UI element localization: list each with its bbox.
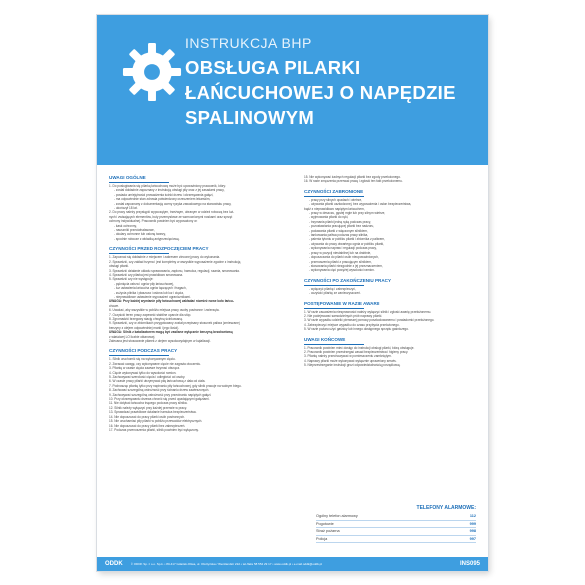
instruction-line: 1. Silnik uruchomić się na wykonywanym cięciu. xyxy=(109,357,176,362)
instruction-line: - palenia tytoniu w pobliżu pilarki i zbiornika z paliwem, xyxy=(309,237,385,242)
instruction-line: 17. Podczas przenoszenia pilarki, silnik powinien być wyłączony. xyxy=(109,427,199,432)
instruction-line: 4. Naprawy pilarki może wykonywać wyłącznie uprawniony serwis. xyxy=(304,358,397,363)
right-column xyxy=(304,175,476,368)
instruction-line: 6. W czasie pracy pilarki utrzymywać piłę łańcuchową z dala od ciała. xyxy=(109,379,206,384)
instruction-line: 3. W razie wypadku udzielić pierwszej pomocy poszkodowanemu i powiadomić przełożonego. xyxy=(304,318,435,323)
instruction-line: 16. Nie dopuszczać do pracy pilarki bez zabezpieczeń. xyxy=(109,423,186,428)
instruction-line: - wykonywania cięć powyżej wysokości ramion. xyxy=(309,268,375,273)
instruction-line: nych i zwisających elementów, buty przemysłowe ze wzmocnionymi noskami oraz sprzęt xyxy=(109,214,233,219)
section-title: UWAGI OGÓLNE xyxy=(109,175,146,180)
phone-label: Ogólny telefon alarmowy xyxy=(316,514,358,519)
instruction-line: chowe. xyxy=(109,303,119,308)
instruction-line: z właściwej LO liczbie oktanowej. xyxy=(109,334,156,339)
instruction-line: - stosowania pilarki niezgodnie z jej przeznaczeniem, xyxy=(309,263,383,268)
phone-number: 112 xyxy=(469,514,476,519)
emergency-phones xyxy=(316,505,476,543)
instruction-line: 15. Nie wykonywać żadnych regulacji piłarki bez zgody przełożonego. xyxy=(304,175,401,179)
section-rule xyxy=(304,308,364,309)
instruction-line: - ukończył 18 lat. xyxy=(114,206,138,211)
instruction-line: - wykonywania napraw i regulacji podczas pracy, xyxy=(309,246,377,251)
phone-number: 998 xyxy=(469,529,476,534)
instruction-line: UWAGA: Przy każdej wymianie piły łańcuchowej zakładać również nowe koło łańcu- xyxy=(109,299,234,304)
instruction-line: 3. Pilarkę w czasie cięcia zawsze trzymać oburącz. xyxy=(109,366,181,371)
instruction-line: benzyny z olejem odpowiedniej marki i jego ilości). xyxy=(109,325,180,330)
title-line: OBSŁUGA PILARKI xyxy=(185,57,361,78)
instruction-sheet xyxy=(97,15,488,571)
section-title: CZYNNOŚCI PODCZAS PRACY xyxy=(109,348,178,354)
instruction-line: - został dokładnie zapoznany z instrukcją obsługi piły oraz z jej zasadami pracy, xyxy=(114,188,225,193)
section-title: UWAGI KOŃCOWE xyxy=(304,336,346,342)
instruction-line: 2. Pracownik powinien przestrzegać zasad bezpieczeństwa i higieny pracy. xyxy=(304,349,409,354)
section-rule xyxy=(109,355,169,356)
header-subtitle: INSTRUKCJA BHP xyxy=(185,35,312,51)
instruction-line: - nauszniki przeciwhałasowe, xyxy=(114,228,155,233)
header-banner xyxy=(97,15,488,165)
instruction-line: - nieprawidłowe ustawienie wyposażeń ogranicznikami. xyxy=(114,294,191,299)
instruction-line: - spodnie robocze z wkładką antyprzecięciową. xyxy=(114,236,180,241)
footer-bar xyxy=(97,557,488,571)
section-title: CZYNNOŚCI PO ZAKOŃCZENIU PRACY xyxy=(304,277,392,283)
instruction-line: - używania do pracy otwartego ognia w pobliżu pilarki, xyxy=(309,241,385,246)
instruction-line: 4. Cięcie wykonywać tylko do wysokości ramion. xyxy=(109,370,177,375)
instruction-line: - został zapoznany z dokumentacją oceny ryzyka zawodowego na stanowisku pracy, xyxy=(114,201,232,206)
instruction-line: 15. Nie uruchamiać piły pilarki w pobliżu przewodów elektrycznych. xyxy=(109,419,203,424)
instruction-line: 9. Zachowywać szczególną ostrożność przy przecinaniu napiętych gałęzi. xyxy=(109,392,212,397)
instruction-line: UWAGA: Silnik z katalizatorem mogą być zasilane wyłącznie benzyną bezołowiową xyxy=(109,330,233,335)
instruction-line: 1. Zapoznać się dokładnie z miejscem i zakresem zleconej pracy do wykonania. xyxy=(109,255,221,260)
instruction-line: - posiada umiejętności prowadzenia ścinki drzew i okrzesywania gałęzi, xyxy=(114,192,214,197)
instruction-line: - trzymania pilarki jedną ręką podczas pracy, xyxy=(309,219,371,224)
instruction-line: - dopuszczania do pilarki osób nieupoważnionych, xyxy=(309,255,379,260)
gear-icon xyxy=(119,39,185,105)
instruction-line: 6. Uważać, aby wszystkie w pobliżu miejsca pracy osoby postronne i zwierzęta. xyxy=(109,308,220,313)
instruction-line: bądź z nieprawidłowo napiętym łańcuchem, xyxy=(304,206,365,211)
instruction-line: 4. Sprawdzić czy piłarka jest prawidłowo smarowana. xyxy=(109,272,184,277)
instruction-line: - używania pilarki uszkodzonej, bez wyposażenia i osłon bezpieczeństwa, xyxy=(309,202,412,207)
header-title xyxy=(185,55,465,130)
section-rule xyxy=(304,344,364,345)
instruction-line: 1. Pracownik powinien mieć dostęp do instrukcji obsługi pilarki, którą obsługuje. xyxy=(304,345,415,350)
instruction-line: 1. Do posługiwania się pilarką łańcuchową może być upoważniony pracownik, który: xyxy=(109,184,226,188)
instruction-line: - wyjmowania pilarki do ręki, xyxy=(309,215,349,220)
instruction-line: 8. Zgromadzić brzegowy stację chwytną ścinkowaną. xyxy=(109,316,183,321)
instruction-line: 9. Sprawdzić, czy w zbiornikach przygotowany został przepisany stosunek paliwa (zmieszanej xyxy=(109,321,240,326)
phone-label: Pogotowie xyxy=(316,521,334,526)
instruction-line: 2. Zwracać uwagę, czy wykonywane cięcie nie zagraża otoczeniu. xyxy=(109,361,201,366)
instruction-line: 13. Sprawdzać prawidłowe działanie hamulca bezpieczeństwa. xyxy=(109,410,197,415)
instruction-line: 10. Przy okrzesywaniu drzewa chronić się przed upadającymi gałęziami. xyxy=(109,397,210,402)
document-code: INS095 xyxy=(459,561,480,567)
section-title: CZYNNOŚCI PRZED ROZPOCZĘCIEM PRACY xyxy=(109,246,209,252)
instruction-line: Zalecana jest stosowanie piłarek z olejem wysokowydajnym w kątalizacji. xyxy=(109,339,211,343)
title-line: SPALINOWYM xyxy=(185,107,315,128)
instruction-line: - zużycia pilnika i płaszcza i osłona lub luz i cięcia, xyxy=(114,290,184,295)
phone-row xyxy=(316,536,476,544)
instruction-line: - przenoszenia pilarki z pracującym silnikiem, xyxy=(309,259,372,264)
instruction-line: 16. W razie zmęczenia przerwać pracę i zgłosić ten fakt przełożonemu. xyxy=(304,179,403,184)
footer-address: © ODDK Sp. z o.o. Sp.k. • 80-417 Gdańsk-Oliwa, ul. Olsztyńska / Wentlandstr 22A • tel./faks 58 554 29 17 • www.oddk.pl • e-mail oddk@oddk.pl xyxy=(130,562,322,566)
phone-label: Straż pożarna xyxy=(316,529,340,534)
instruction-line: 7. Podnosząc pilarkę tylko przy napinaniu piły łańcuchowej, gdy silnik pracuje na wolnym biegu. xyxy=(109,383,242,388)
instruction-line: 11. Nie dotykać łańcucha tnącego podczas pracy silnika. xyxy=(109,401,188,406)
phone-number: 999 xyxy=(469,521,476,526)
instruction-line: ochrony indywidualnej. Pracownik powinien być wyposażony w: xyxy=(109,219,198,224)
left-column xyxy=(109,175,281,432)
instruction-line: - ma odpowiednie stan zdrowia potwierdzony orzeczeniem lekarskim, xyxy=(114,197,211,202)
phone-label: Policja xyxy=(316,537,328,542)
instruction-line: obsługi piłarki. xyxy=(109,264,129,269)
instruction-line: - podawania pilarki z włączonym silnikiem, xyxy=(309,228,368,233)
instruction-line: 7. Oczyścić teren pracy zapewnić stabilne oparcie dla stóp. xyxy=(109,312,192,317)
instruction-line: 2. Nie podejmować samodzielnych prób naprawy pilarki. xyxy=(304,313,383,318)
instruction-line: - tankowania paliwa podczas pracy silnika, xyxy=(309,233,369,238)
instruction-line: 5. Sprawdzić czy nie występuje: xyxy=(109,277,154,282)
instruction-line: 4. Zabezpieczyć miejsce wypadku do czasu przybycia przełożonego. xyxy=(304,322,400,327)
instruction-line: - okulary ochronne lub osłonę twarzy, xyxy=(114,232,166,237)
title-line: ŁAŃCUCHOWEJ O NAPĘDZIE xyxy=(185,82,456,103)
section-title: POSTĘPOWANIE W RAZIE AWARII xyxy=(304,300,380,306)
instruction-line: - pracy przy silnych opadach i wietrze, xyxy=(309,197,363,202)
instruction-line: - pęknięcia ostrza i ogniw piły łańcuchowej, xyxy=(114,281,174,286)
instruction-line: - pracy w deszczu, gęstej mgle lub przy silnym wietrze, xyxy=(309,211,386,216)
instruction-line: 5. Nieprzestrzeganie instrukcji grozi odpowiedzialnością porządkową. xyxy=(304,363,401,368)
section-rule xyxy=(109,253,169,254)
instruction-line: 12. Silnik należy wyłączyć przy każdej przerwie w pracy. xyxy=(109,405,187,410)
phone-row xyxy=(316,528,476,536)
instruction-line: - pozostawiania pracującej pilarki bez nadzoru, xyxy=(309,224,375,229)
phone-number: 997 xyxy=(469,537,476,542)
instruction-line: 5. Zachowywać szerokość cięcia i odległości od osoby. xyxy=(109,375,186,380)
phone-row xyxy=(316,521,476,529)
section-rule xyxy=(109,182,169,183)
instruction-line: - kask ochronny, xyxy=(114,223,137,228)
company-logo: ODDK xyxy=(105,561,123,567)
instruction-line: 14. Nie dopuszczać do pracy pilarki osób postronnych. xyxy=(109,414,185,419)
instruction-line: 1. W razie zauważenia niesprawności należy wyłączyć silnik i zgłosić awarię przełożonemu. xyxy=(304,309,432,314)
instruction-line: 5. W razie pożaru użyć gaśnicy lub innego dostępnego sprzętu gaśniczego. xyxy=(304,327,409,332)
section-rule xyxy=(304,285,364,286)
phone-row xyxy=(316,513,476,521)
phones-title: TELEFONY ALARMOWE: xyxy=(416,505,476,511)
instruction-line: - oczyścić pilarkę ze zanieczyszczeń. xyxy=(309,291,361,296)
instruction-line: - luz ustawienia łańcucha ogniw łączących i fragach, xyxy=(114,286,187,291)
section-rule xyxy=(304,196,364,197)
instruction-line: 3. Pilarkę należy przechowywać w pomieszczeniu zamkniętym. xyxy=(304,354,392,359)
instruction-line: 2. Sprawdzić, czy zakład trzyma i jest kompletny w wszystkie wyposażenie zgodne z instrukcją xyxy=(109,259,241,264)
instruction-line: 8. Zachować szczególną ostrożność przy ścinaniu drzew zawieszonych. xyxy=(109,388,210,393)
instruction-line: 3. Sprawdzić działanie układu sprawowania, zapłonu, hamulca, regulacji, ssania, smarowania. xyxy=(109,268,240,273)
instruction-line: - wyłączyć pilarkę i zabezpieczyć, xyxy=(309,286,356,291)
instruction-line: 2. Do pracy należy przystąpić wypoczętym, trzeźwym, ubranym w odzież roboczą bez luź- xyxy=(109,210,235,215)
instruction-line: - pracy w pozycji niestabilnej lub na drabinie, xyxy=(309,250,372,255)
section-title: CZYNNOŚCI ZABRONIONE xyxy=(304,188,364,194)
